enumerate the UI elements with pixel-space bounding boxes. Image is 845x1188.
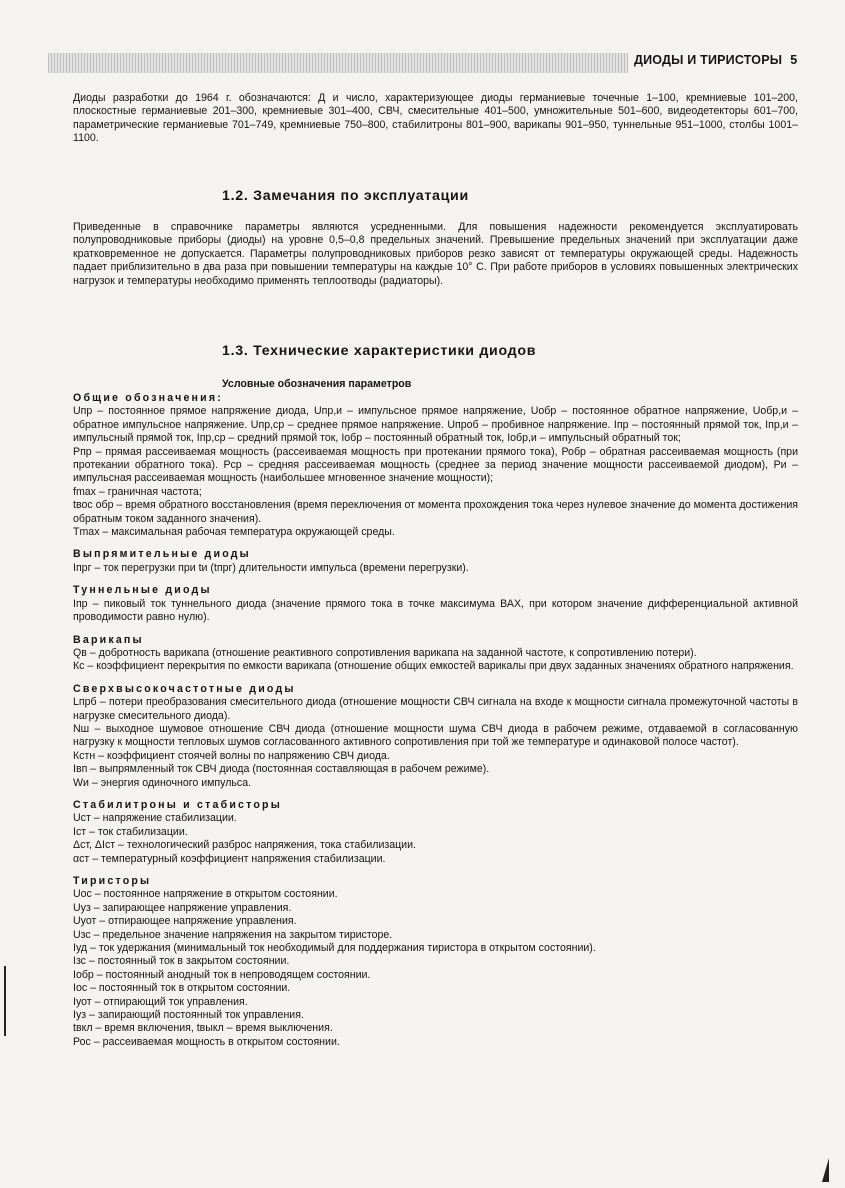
list-item: Рос – рассеиваемая мощность в открытом состоянии. [73, 1035, 340, 1048]
page-number: 5 [790, 53, 798, 67]
section-1-2-heading: 1.2. Замечания по эксплуатации [222, 188, 469, 204]
list-item: Uос – постоянное напряжение в открытом состоянии. [73, 888, 338, 901]
section-1-3-heading: 1.3. Технические характеристики диодов [222, 343, 537, 359]
scan-corner-mark [822, 1158, 829, 1182]
scan-margin-mark [4, 966, 6, 1036]
group-title-rectifier: Выпрямительные диоды [73, 548, 251, 561]
list-item: Iуз – запирающий постоянный ток управления. [73, 1009, 304, 1022]
list-item: αст – температурный коэффициент напряжения стабилизации. [73, 852, 386, 865]
list-item: Iст – ток стабилизации. [73, 825, 188, 838]
group-title-microwave: Сверхвысокочастотные диоды [73, 682, 296, 695]
list-item: Iпр – пиковый ток туннельного диода (значение прямого тока в точке максимума ВАХ, при котором значение дифференциальной активной проводимости равно нулю). [73, 597, 798, 624]
list-item: Uуз – запирающее напряжение управления. [73, 901, 292, 914]
list-item: Кстн – коэффициент стоячей волны по напряжению СВЧ диода. [73, 749, 390, 762]
section-1-2-text: Приведенные в справочнике параметры являются усредненными. Для повышения надежности рекомендуется эксплуатировать полупроводниковые приборы (диоды) на уровне 0,5–0,8 предельных значений. Превышение предельных значений при эксплуатации даже кратковременное не допускается. Параметры полупроводниковых приборов резко зависят от температуры окружающей среды. Надежность падает приблизительно в два раза при повышении температуры на каждые 10° С. При работе приборов в условиях повышенных электрических нагрузок и температуры необходимо применять теплоотводы (радиаторы). [73, 221, 798, 287]
intro-paragraph [73, 92, 798, 146]
running-header [634, 53, 797, 67]
list-item: Iос – постоянный ток в открытом состоянии. [73, 982, 291, 995]
group-title-stabilitrons: Стабилитроны и стабисторы [73, 798, 282, 811]
group-title-general: Общие обозначения: [73, 392, 223, 404]
list-item: tвкл – время включения, tвыкл – время выключения. [73, 1022, 333, 1035]
list-item: Iуот – отпирающий ток управления. [73, 995, 248, 1008]
list-item: Tmax – максимальная рабочая температура окружающей среды. [73, 526, 395, 539]
list-item: Iвп – выпрямленный ток СВЧ диода (постоянная составляющая в рабочем режиме). [73, 763, 490, 776]
intro-text: Диоды разработки до 1964 г. обозначаются: Д и число, характеризующее диоды германиевые точечные 1–100, кремниевые 101–200, плоскостные германиевые 201–300, кремниевые 301–400, СВЧ, смесительные 401–500, умножительные 501–600, видеодетекторы 601–700, параметрические германиевые 701–749, кремниевые 750–800, стабилитроны 801–900, варикапы 901–950, туннельные 951–1000, столбы 1001–1100. [73, 92, 798, 145]
list-item: Uпр – постоянное прямое напряжение диода, Uпр,и – импульсное прямое напряжение, Uобр – постоянное обратное напряжение, Uобр,и – обратное импульсное напряжение. Uпр,ср – среднее прямое напряжение. Uпроб – пробивное напряжение. Iпр – постоянный прямой ток, Iпр,и – импульсный прямой ток, Iпр,ср – средний прямой ток, Iобр – постоянный обратный ток, Iобр,и – импульсный обратный ток; [73, 405, 798, 445]
list-item: Wи – энергия одиночного импульса. [73, 776, 252, 789]
list-item: Lпрб – потери преобразования смесительного диода (отношение мощности СВЧ сигнала на входе к мощности сигнала промежуточной частоты в нагрузке смесительного диода). [73, 696, 798, 722]
list-item: Iзс – постоянный ток в закрытом состоянии. [73, 955, 290, 968]
group-title-varicaps: Варикапы [73, 633, 144, 646]
list-item: Uуот – отпирающее напряжение управления. [73, 915, 297, 928]
list-item: Iпрг – ток перегрузки при tи (tпрг) длительности импульса (времени перегрузки). [73, 561, 469, 574]
section-1-2-body [73, 221, 798, 288]
header-title: ДИОДЫ И ТИРИСТОРЫ [634, 53, 783, 67]
header-band [48, 53, 628, 73]
list-item: Рпр – прямая рассеиваемая мощность (рассеиваемая мощность при протекании прямого тока), Робр – обратная рассеиваемая мощность (при протекании обратного тока). Рср – средняя рассеиваемая мощность (среднее за период значение мощности рассеиваемой диодом), Ри – импульсная рассеиваемая мощность (наибольшее мгновенное значение мощности); [73, 445, 798, 485]
group-title-thyristors: Тиристоры [73, 875, 152, 887]
parameters-subheading: Условные обозначения параметров [222, 378, 412, 390]
list-item: Iуд – ток удержания (минимальный ток необходимый для поддержания тиристора в открытом состоянии). [73, 942, 596, 955]
list-item: Iобр – постоянный анодный ток в непроводящем состоянии. [73, 968, 371, 981]
list-item: Uзс – предельное значение напряжения на закрытом тиристоре. [73, 928, 393, 941]
list-item: Nш – выходное шумовое отношение СВЧ диода (отношение мощности шума СВЧ диода в рабочем режиме, отдаваемой в согласованную нагрузку к мощности тепловых шумов согласованного активного сопротивления при той же температуре и одинаковой полосе частот). [73, 722, 798, 749]
list-item: Δст, ΔIст – технологический разброс напряжения, тока стабилизации. [73, 839, 416, 852]
list-item: Кс – коэффициент перекрытия по емкости варикапа (отношение общих емкостей варикалы при двух заданных значениях обратного напряжения. [73, 660, 794, 673]
list-item: tвос обр – время обратного восстановления (время переключения от момента прохождения тока через нулевое значение до момента достижения обратным током заданного значения). [73, 499, 798, 525]
list-item: fmax – граничная частота; [73, 485, 202, 498]
list-item: Uст – напряжение стабилизации. [73, 812, 237, 825]
parameters-list [73, 392, 798, 1049]
list-item: Qв – добротность варикапа (отношение реактивного сопротивления варикапа на заданной частоте, к сопротивлению потери). [73, 646, 697, 659]
group-title-tunnel: Туннельные диоды [73, 584, 212, 597]
